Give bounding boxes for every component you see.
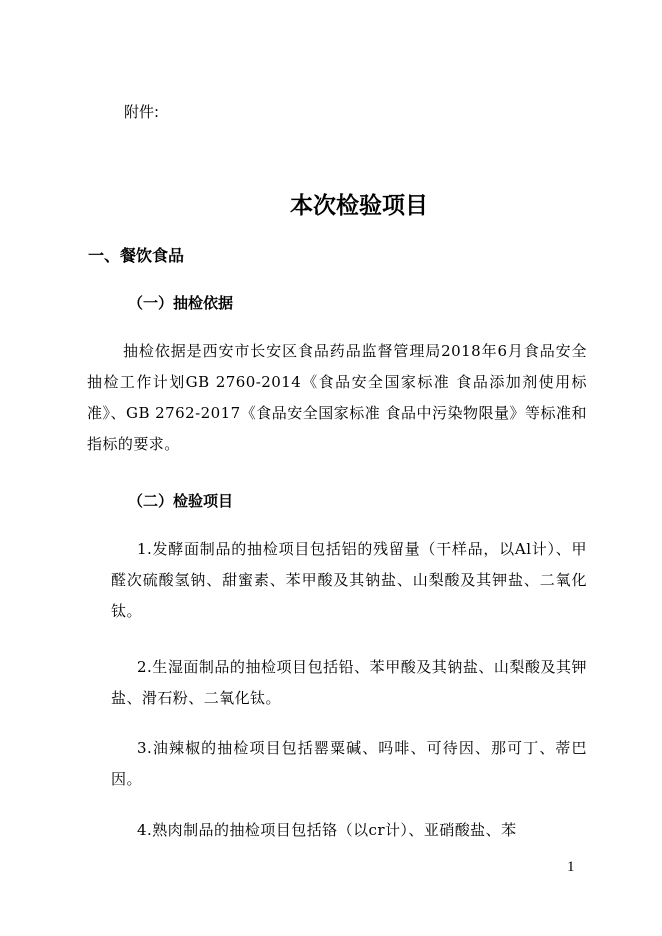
inspection-item-1: 1.发酵面制品的抽检项目包括铝的残留量（干样品，以Al计）、甲醛次硫酸氢钠、甜蜜素、苯甲酸及其钠盐、山梨酸及其钾盐、二氧化钛。	[111, 540, 587, 620]
attachment-label: 附件:	[124, 103, 160, 121]
subsection-heading-basis: （一）抽检依据	[128, 294, 234, 312]
inspection-item-3: 3.油辣椒的抽检项目包括罂粟碱、吗啡、可待因、那可丁、蒂巴因。	[111, 739, 587, 788]
inspection-item-4: 4.熟肉制品的抽检项目包括铬（以cr计）、亚硝酸盐、苯	[137, 821, 517, 839]
document-title: 本次检验项目	[290, 193, 428, 219]
inspection-item-2: 2.生湿面制品的抽检项目包括铅、苯甲酸及其钠盐、山梨酸及其钾盐、滑石粉、二氧化钛。	[111, 658, 587, 707]
section-heading-catering-food: 一、餐饮食品	[88, 246, 185, 265]
page-number: 1	[567, 859, 575, 875]
basis-paragraph: 抽检依据是西安市长安区食品药品监督管理局2018年6月食品安全抽检工作计划GB 2760-2014《食品安全国家标准 食品添加剂使用标准》、GB 2762-2017《食品安全国家标准 食品中污染物限量》等标准和指标的要求。	[87, 342, 587, 453]
subsection-heading-items: （二）检验项目	[128, 492, 234, 510]
